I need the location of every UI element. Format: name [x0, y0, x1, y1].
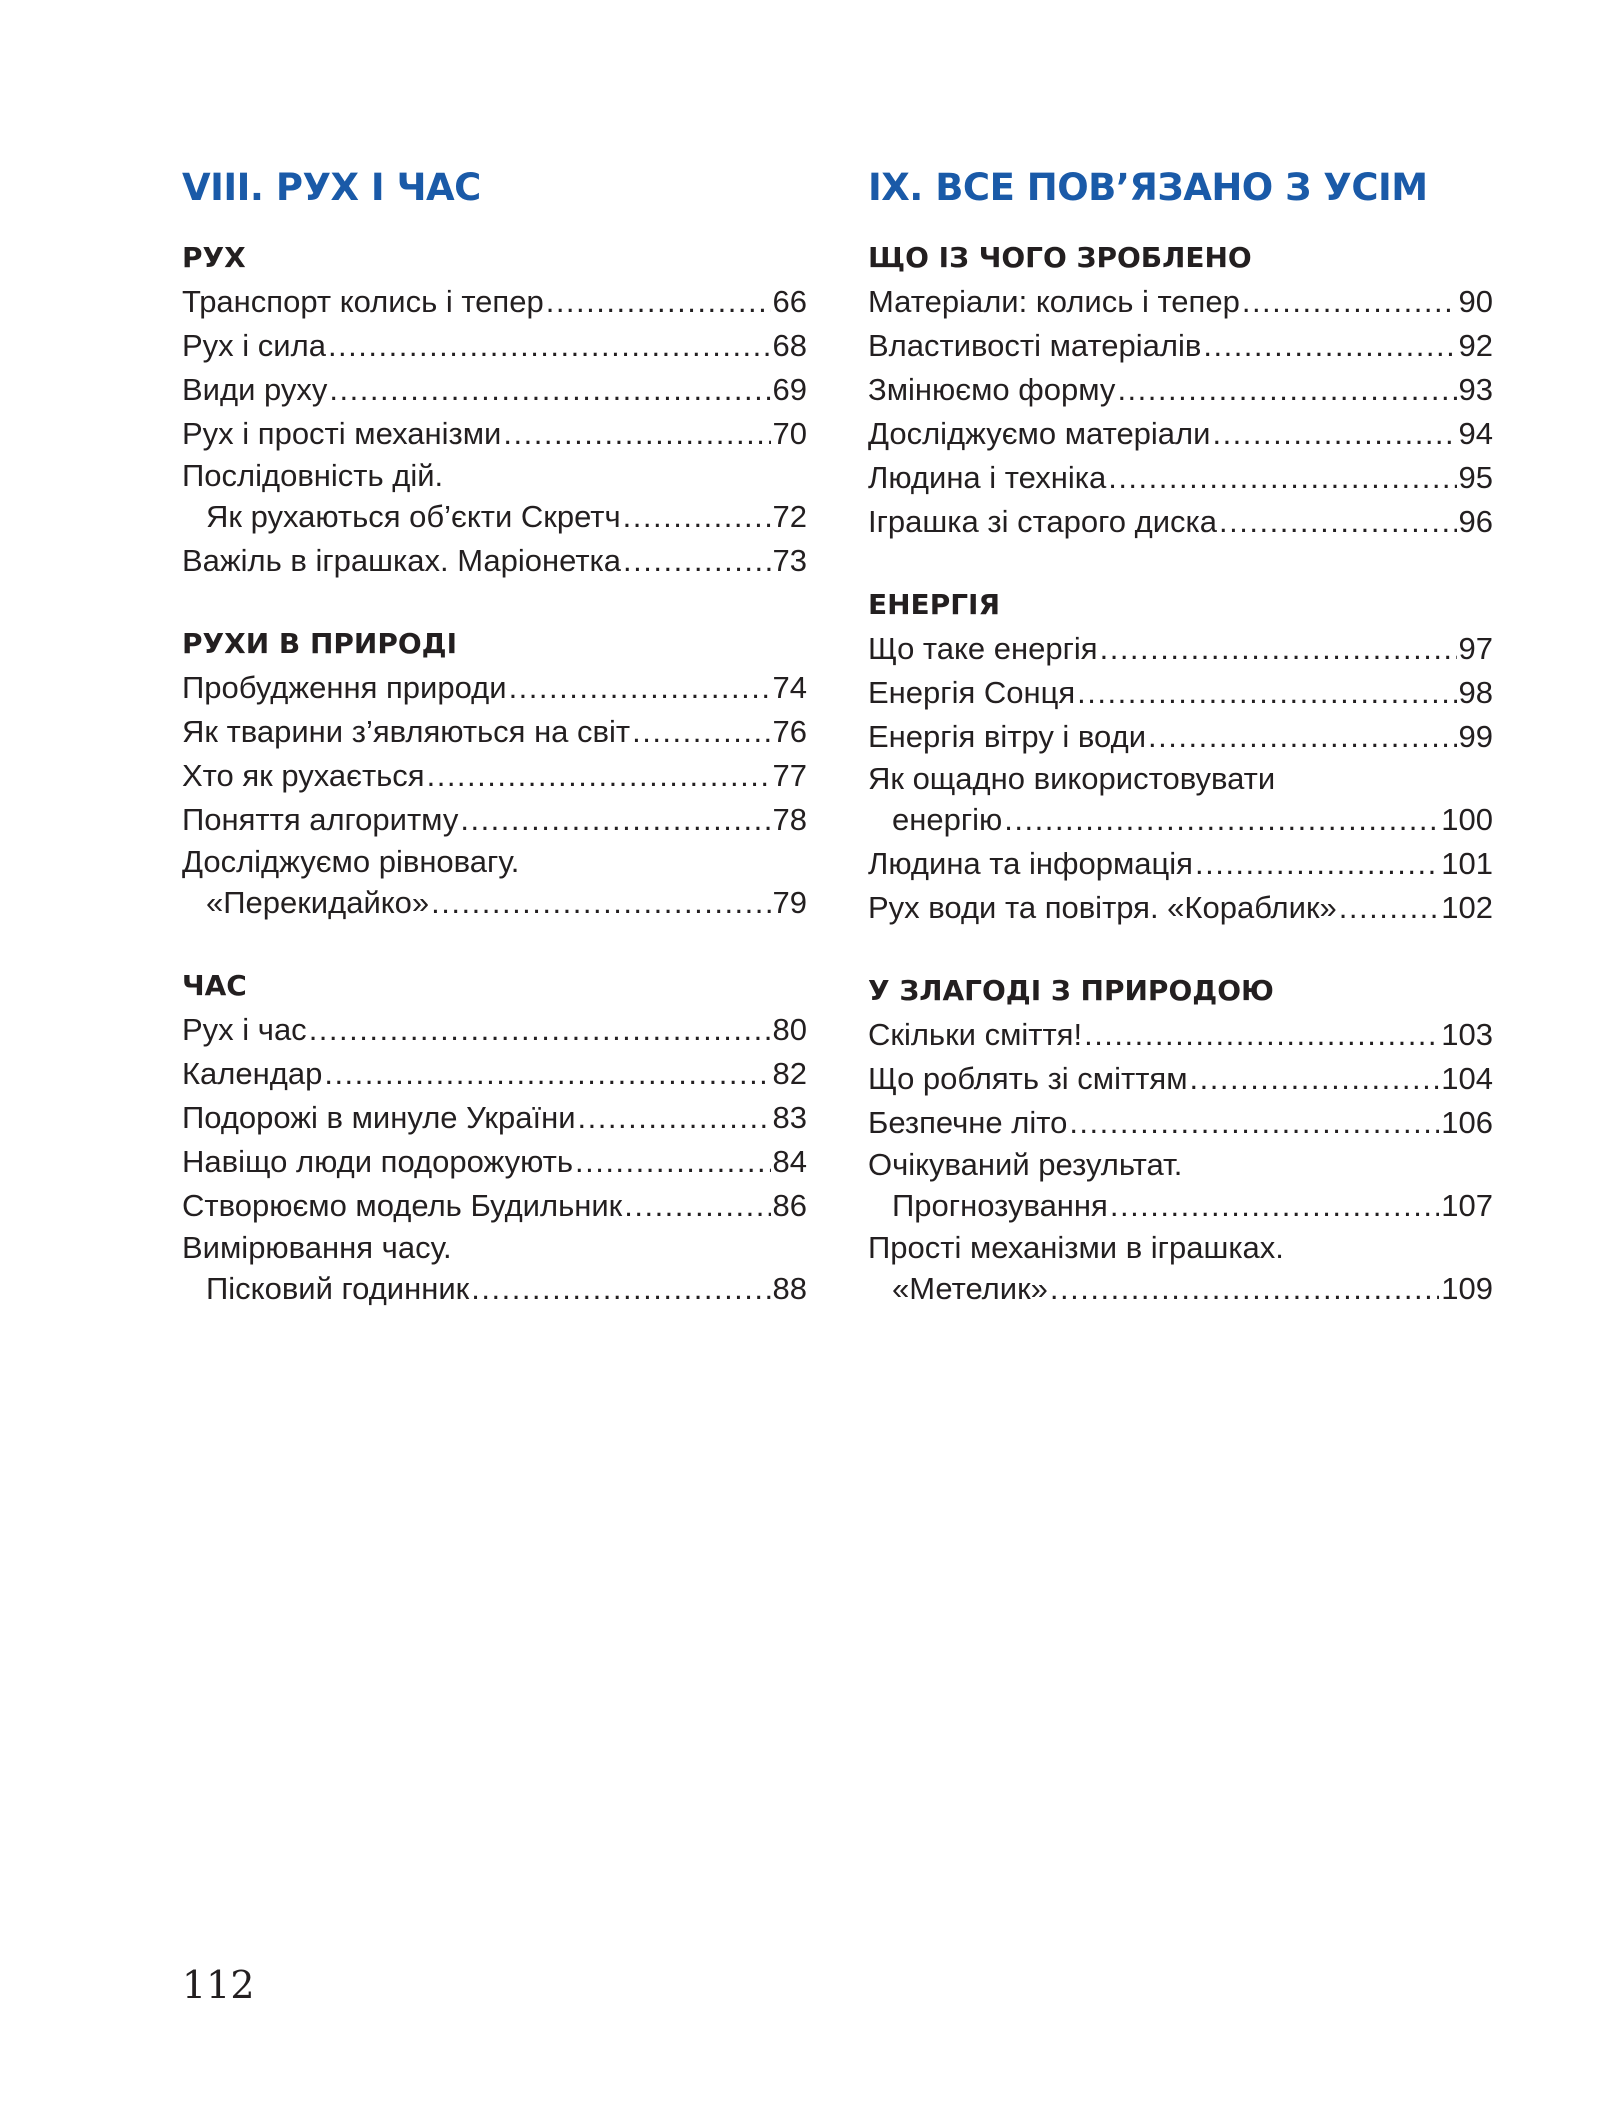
- toc-entry-title: Енергія вітру і води: [868, 719, 1147, 754]
- toc-entry-title-line: Послідовність дій.: [182, 458, 444, 493]
- toc-entry-line: [182, 1096, 807, 1140]
- toc-entry[interactable]: [182, 1052, 807, 1096]
- toc-section: [182, 236, 807, 583]
- dot-leader: [328, 324, 771, 368]
- dot-leader: [546, 280, 771, 324]
- dot-leader: [1117, 368, 1456, 412]
- toc-entry[interactable]: [182, 539, 807, 583]
- toc-entry-page-number: 92: [1458, 328, 1493, 363]
- toc-entry-page-number: 86: [772, 1188, 807, 1223]
- toc-entry-line: [868, 671, 1493, 715]
- toc-entry[interactable]: [868, 759, 1493, 842]
- dot-leader: [624, 1184, 770, 1228]
- toc-entry[interactable]: [182, 280, 807, 324]
- toc-entry[interactable]: [182, 456, 807, 539]
- toc-entry-line: [868, 1057, 1493, 1101]
- toc-entry[interactable]: [868, 1145, 1493, 1228]
- dot-leader: [1100, 627, 1457, 671]
- toc-entry-line: [868, 456, 1493, 500]
- toc-entry-title-line: Як ощадно використовувати: [868, 761, 1276, 796]
- toc-entry[interactable]: [868, 627, 1493, 671]
- toc-entry-page-number: 69: [772, 372, 807, 407]
- dot-leader: [1195, 842, 1439, 886]
- toc-entry[interactable]: [182, 754, 807, 798]
- toc-entry-title: Навіщо люди подорожують: [182, 1144, 573, 1179]
- toc-entry[interactable]: [868, 886, 1493, 930]
- dot-leader: [1108, 456, 1456, 500]
- toc-entry-title: Матеріали: колись і тепер: [868, 284, 1240, 319]
- toc-entry-line: [868, 368, 1493, 412]
- toc-entry[interactable]: [868, 671, 1493, 715]
- toc-section: [868, 583, 1493, 930]
- toc-entry-title: Людина та інформація: [868, 846, 1193, 881]
- toc-entry[interactable]: [868, 368, 1493, 412]
- toc-entry-title: Як тварини з’являються на світ: [182, 714, 631, 749]
- toc-entry-line: [182, 1008, 807, 1052]
- toc-entry-line: [182, 412, 807, 456]
- toc-entry-title: Поняття алгоритму: [182, 802, 459, 837]
- toc-entry[interactable]: [182, 710, 807, 754]
- toc-entry-line: [182, 1052, 807, 1096]
- toc-entry-page-number: 98: [1458, 675, 1493, 710]
- toc-entry-line: [182, 666, 807, 710]
- toc-entry[interactable]: [868, 1057, 1493, 1101]
- toc-entry-title: Властивості матеріалів: [868, 328, 1202, 363]
- toc-entry-title-line: Очікуваний результат.: [868, 1147, 1183, 1182]
- dot-leader: [1077, 671, 1456, 715]
- toc-entry-page-number: 104: [1441, 1061, 1493, 1096]
- toc-entry-page-number: 70: [772, 416, 807, 451]
- dot-leader: [1148, 715, 1456, 759]
- toc-entry-page-number: 84: [772, 1144, 807, 1179]
- dot-leader: [1110, 1184, 1439, 1228]
- toc-entry[interactable]: [868, 842, 1493, 886]
- part-title: VIII. РУХ І ЧАС: [182, 166, 481, 209]
- toc-entry[interactable]: [868, 500, 1493, 544]
- toc-entry-page-number: 95: [1458, 460, 1493, 495]
- toc-column-right: [868, 160, 1493, 1350]
- toc-entry[interactable]: [182, 1096, 807, 1140]
- toc-entry-title: Скільки сміття!: [868, 1017, 1083, 1052]
- dot-leader: [309, 1008, 771, 1052]
- toc-entry-line: [868, 886, 1493, 930]
- toc-entry[interactable]: [182, 842, 807, 925]
- dot-leader: [1190, 1057, 1440, 1101]
- toc-entry-title: Календар: [182, 1056, 323, 1091]
- dot-leader: [1004, 798, 1439, 842]
- toc-entry-title: Подорожі в минуле України: [182, 1100, 576, 1135]
- toc-entry-page-number: 83: [772, 1100, 807, 1135]
- toc-entry-line: [182, 324, 807, 368]
- toc-entry[interactable]: [868, 280, 1493, 324]
- toc-entry-line: [868, 1101, 1493, 1145]
- toc-entry-title: Важіль в іграшках. Маріонетка: [182, 543, 622, 578]
- toc-entry-page-number: 100: [1441, 802, 1493, 837]
- toc-entry[interactable]: [868, 456, 1493, 500]
- toc-entry-line: [868, 842, 1493, 886]
- toc-entry-line: [182, 798, 807, 842]
- toc-entry-page-number: 73: [772, 543, 807, 578]
- toc-entry-title: Пісковий годинник: [206, 1271, 470, 1306]
- toc-entry-line: [182, 754, 807, 798]
- dot-leader: [460, 798, 770, 842]
- toc-entry-title: Рух і час: [182, 1012, 307, 1047]
- dot-leader: [1084, 1013, 1439, 1057]
- toc-entry-title: Хто як рухається: [182, 758, 425, 793]
- toc-entry[interactable]: [868, 1228, 1493, 1311]
- toc-entry-line: [868, 715, 1493, 759]
- dot-leader: [1069, 1101, 1439, 1145]
- dot-leader: [1219, 500, 1456, 544]
- toc-entry-title: «Метелик»: [892, 1271, 1048, 1306]
- toc-section: [868, 969, 1493, 1311]
- toc-section: [182, 622, 807, 925]
- toc-entry-line: [868, 324, 1493, 368]
- toc-entry-title-line: Вимірювання часу.: [182, 1230, 452, 1265]
- section-title: ЩО ІЗ ЧОГО ЗРОБЛЕНО: [868, 241, 1252, 274]
- toc-entry-title: Прогнозування: [892, 1188, 1108, 1223]
- toc-entry[interactable]: [182, 1184, 807, 1228]
- part-title: IX. ВСЕ ПОВ’ЯЗАНО З УСІМ: [868, 166, 1428, 209]
- dot-leader: [578, 1096, 771, 1140]
- toc-column-left: [182, 160, 807, 1350]
- dot-leader: [1212, 412, 1456, 456]
- toc-entry-title: Безпечне літо: [868, 1105, 1068, 1140]
- toc-entry-page-number: 103: [1441, 1017, 1493, 1052]
- toc-entry-title-line: Досліджуємо рівновагу.: [182, 844, 520, 879]
- dot-leader: [632, 710, 770, 754]
- toc-entry-page-number: 82: [772, 1056, 807, 1091]
- dot-leader: [324, 1052, 770, 1096]
- dot-leader: [623, 539, 770, 583]
- toc-entry-page-number: 107: [1441, 1188, 1493, 1223]
- dot-leader: [427, 754, 771, 798]
- toc-entry-title: Рух і прості механізми: [182, 416, 502, 451]
- toc-entry-title: Як рухаються об’єкти Скретч: [206, 499, 621, 534]
- toc-entry-page-number: 68: [772, 328, 807, 363]
- toc-entry-line: [868, 500, 1493, 544]
- toc-entry-title: Створюємо модель Будильник: [182, 1188, 623, 1223]
- toc-entry-page-number: 66: [772, 284, 807, 319]
- toc-entry-line: [182, 881, 807, 925]
- toc-entry-page-number: 102: [1441, 890, 1493, 925]
- toc-entry-title: Людина і техніка: [868, 460, 1107, 495]
- toc-entry-title: Пробудження природи: [182, 670, 507, 705]
- toc-entry[interactable]: [868, 1013, 1493, 1057]
- dot-leader: [509, 666, 771, 710]
- toc-entry[interactable]: [868, 1101, 1493, 1145]
- toc-entry-title: Види руху: [182, 372, 328, 407]
- toc-entry[interactable]: [868, 412, 1493, 456]
- toc-entry-page-number: 106: [1441, 1105, 1493, 1140]
- toc-entry-line: [868, 280, 1493, 324]
- section-title: ЕНЕРГІЯ: [868, 588, 1001, 621]
- toc-entry-line: [868, 1267, 1493, 1311]
- toc-entry-page-number: 77: [772, 758, 807, 793]
- dot-leader: [471, 1267, 770, 1311]
- dot-leader: [1050, 1267, 1439, 1311]
- toc-entry-line: [182, 368, 807, 412]
- dot-leader: [623, 495, 771, 539]
- toc-entry-title: Що таке енергія: [868, 631, 1098, 666]
- toc-entry-title: Транспорт колись і тепер: [182, 284, 544, 319]
- toc-section: [868, 236, 1493, 544]
- toc-entry-title: енергію: [892, 802, 1003, 837]
- dot-leader: [1203, 324, 1456, 368]
- dot-leader: [575, 1140, 771, 1184]
- toc-entry-line: [868, 798, 1493, 842]
- page-number: 112: [182, 1963, 255, 2007]
- toc-entry-page-number: 78: [772, 802, 807, 837]
- dot-leader: [503, 412, 770, 456]
- toc-entry-line: [868, 412, 1493, 456]
- toc-entry-page-number: 96: [1458, 504, 1493, 539]
- toc-section: [182, 964, 807, 1311]
- toc-entry[interactable]: [182, 1228, 807, 1311]
- section-title: РУХ: [182, 241, 246, 274]
- toc-entry-title: Досліджуємо матеріали: [868, 416, 1211, 451]
- toc-entry-line: [182, 1184, 807, 1228]
- toc-entry-page-number: 72: [772, 499, 807, 534]
- toc-entry-page-number: 76: [772, 714, 807, 749]
- toc-entry-title-line: Прості механізми в іграшках.: [868, 1230, 1284, 1265]
- toc-entry-title: Рух і сила: [182, 328, 326, 363]
- toc-entry-page-number: 80: [772, 1012, 807, 1047]
- section-title: У ЗЛАГОДІ З ПРИРОДОЮ: [868, 974, 1274, 1007]
- dot-leader: [1242, 280, 1457, 324]
- toc-entry-page-number: 79: [772, 885, 807, 920]
- dot-leader: [431, 881, 770, 925]
- toc-entry-title: Іграшка зі старого диска: [868, 504, 1218, 539]
- toc-entry[interactable]: [182, 368, 807, 412]
- toc-entry-page-number: 88: [772, 1271, 807, 1306]
- toc-entry-page-number: 99: [1458, 719, 1493, 754]
- toc-entry-page-number: 93: [1458, 372, 1493, 407]
- toc-entry-page-number: 90: [1458, 284, 1493, 319]
- toc-entry[interactable]: [182, 412, 807, 456]
- toc-entry-page-number: 94: [1458, 416, 1493, 451]
- toc-entry-line: [182, 1140, 807, 1184]
- toc-entry-line: [182, 539, 807, 583]
- toc-entry-line: [868, 627, 1493, 671]
- toc-entry-page-number: 97: [1458, 631, 1493, 666]
- toc-entry-line: [868, 1184, 1493, 1228]
- toc-entry[interactable]: [868, 324, 1493, 368]
- toc-entry[interactable]: [182, 798, 807, 842]
- toc-entry-line: [182, 1267, 807, 1311]
- toc-entry-title: Що роблять зі сміттям: [868, 1061, 1188, 1096]
- toc-entry-title: Енергія Сонця: [868, 675, 1076, 710]
- toc-entry[interactable]: [182, 666, 807, 710]
- section-title: РУХИ В ПРИРОДІ: [182, 627, 458, 660]
- toc-entry-title: «Перекидайко»: [206, 885, 430, 920]
- dot-leader: [329, 368, 770, 412]
- toc-entry[interactable]: [182, 1140, 807, 1184]
- toc-entry-page-number: 74: [772, 670, 807, 705]
- toc-entry[interactable]: [182, 1008, 807, 1052]
- toc-entry[interactable]: [868, 715, 1493, 759]
- toc-entry-line: [182, 280, 807, 324]
- toc-entry-title: Змінюємо форму: [868, 372, 1116, 407]
- toc-entry-page-number: 109: [1441, 1271, 1493, 1306]
- toc-entry[interactable]: [182, 324, 807, 368]
- toc-entry-line: [868, 1013, 1493, 1057]
- toc-entry-page-number: 101: [1441, 846, 1493, 881]
- dot-leader: [1339, 886, 1439, 930]
- toc-entry-title: Рух води та повітря. «Кораблик»: [868, 890, 1337, 925]
- section-title: ЧАС: [182, 969, 247, 1002]
- toc-entry-line: [182, 495, 807, 539]
- toc-entry-line: [182, 710, 807, 754]
